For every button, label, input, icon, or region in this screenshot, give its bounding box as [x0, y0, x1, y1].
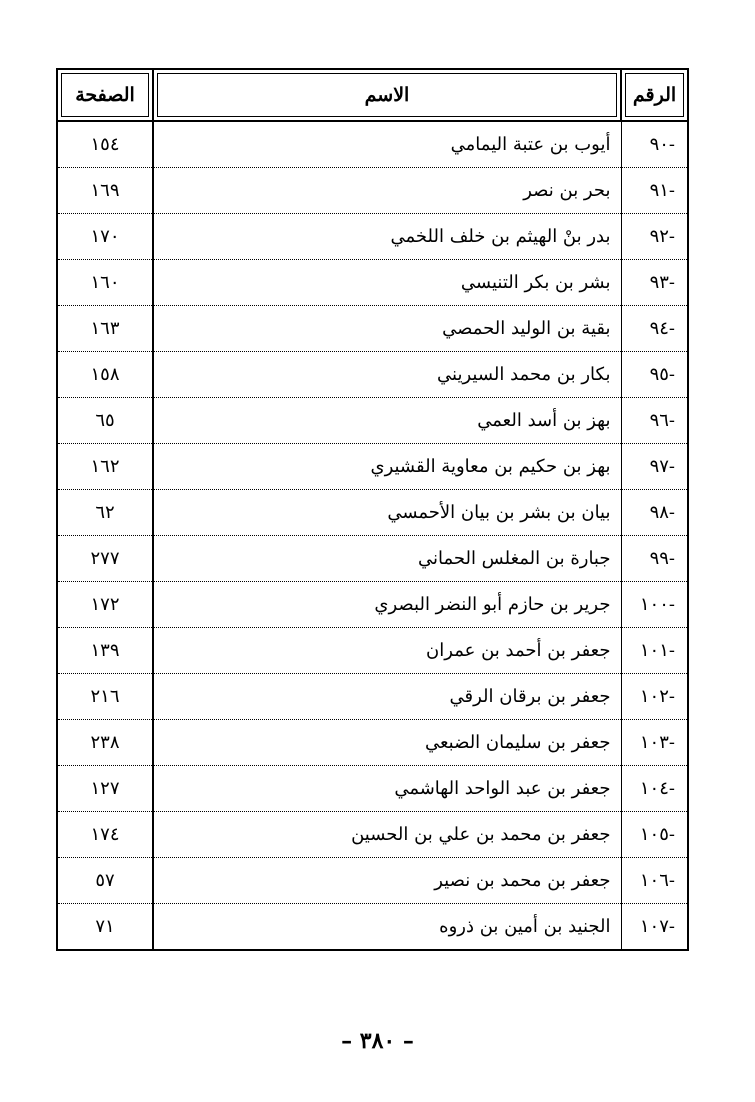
- entry-name: جعفر بن سليمان الضبعي: [153, 720, 621, 766]
- entry-page: ١٥٨: [58, 352, 153, 398]
- entry-name: بكار بن محمد السيريني: [153, 352, 621, 398]
- header-name: الاسم: [153, 70, 621, 121]
- table-row: [58, 674, 687, 720]
- table-row: [58, 582, 687, 628]
- entry-number: -٩١: [621, 168, 687, 214]
- entry-name: بدر بنْ الهيثم بن خلف اللخمي: [153, 214, 621, 260]
- table-row: [58, 214, 687, 260]
- header-number: الرقم: [621, 70, 687, 121]
- table-row: [58, 628, 687, 674]
- entry-page: ٦٢: [58, 490, 153, 536]
- entry-page: ٢٧٧: [58, 536, 153, 582]
- entry-page: ١٦٠: [58, 260, 153, 306]
- entry-name: بيان بن بشر بن بيان الأحمسي: [153, 490, 621, 536]
- entry-page: ١٦٢: [58, 444, 153, 490]
- entry-number: -٩٢: [621, 214, 687, 260]
- entry-number: -٩٧: [621, 444, 687, 490]
- entry-name: بشر بن بكر التنيسي: [153, 260, 621, 306]
- entry-page: ٥٧: [58, 858, 153, 904]
- table-row: [58, 168, 687, 214]
- entry-name: بحر بن نصر: [153, 168, 621, 214]
- entry-page: ١٦٣: [58, 306, 153, 352]
- table-header-row: [58, 70, 687, 121]
- entry-page: ١٧٠: [58, 214, 153, 260]
- entry-name: بهز بن أسد العمي: [153, 398, 621, 444]
- table-row: [58, 444, 687, 490]
- table-row: [58, 260, 687, 306]
- entry-page: ٦٥: [58, 398, 153, 444]
- entry-number: -٩٣: [621, 260, 687, 306]
- table-row: [58, 398, 687, 444]
- entry-number: -١٠٧: [621, 904, 687, 950]
- entry-number: -١٠٥: [621, 812, 687, 858]
- entry-name: أيوب بن عتبة اليمامي: [153, 121, 621, 168]
- entry-number: -١٠٣: [621, 720, 687, 766]
- page-number: – ٣٨٠ –: [341, 1028, 414, 1054]
- entry-number: -١٠٦: [621, 858, 687, 904]
- table-row: [58, 121, 687, 168]
- entry-name: الجنيد بن أمين بن ذروه: [153, 904, 621, 950]
- entry-name: جعفر بن برقان الرقي: [153, 674, 621, 720]
- table-row: [58, 904, 687, 950]
- table-row: [58, 812, 687, 858]
- table-row: [58, 536, 687, 582]
- entry-page: ١٥٤: [58, 121, 153, 168]
- entry-page: ٢١٦: [58, 674, 153, 720]
- entry-number: -١٠١: [621, 628, 687, 674]
- table-row: [58, 306, 687, 352]
- entry-number: -٩٩: [621, 536, 687, 582]
- entry-name: جعفر بن محمد بن علي بن الحسين: [153, 812, 621, 858]
- entry-page: ١٢٧: [58, 766, 153, 812]
- table-row: [58, 766, 687, 812]
- index-table-frame: [56, 68, 689, 951]
- header-page: الصفحة: [58, 70, 153, 121]
- entry-page: ٧١: [95, 916, 115, 937]
- index-table: [58, 70, 687, 949]
- entry-page: ١٦٩: [58, 168, 153, 214]
- table-row: [58, 720, 687, 766]
- table-row: [58, 352, 687, 398]
- entry-name: جعفر بن أحمد بن عمران: [153, 628, 621, 674]
- entry-name: جرير بن حازم أبو النضر البصري: [153, 582, 621, 628]
- entry-page: ١٣٩: [58, 628, 153, 674]
- table-row: [58, 858, 687, 904]
- entry-name: جبارة بن المغلس الحماني: [153, 536, 621, 582]
- entry-name: جعفر بن محمد بن نصير: [153, 858, 621, 904]
- entry-name: بقية بن الوليد الحمصي: [153, 306, 621, 352]
- entry-number: -٩٦: [621, 398, 687, 444]
- entry-page: ١٧٢: [58, 582, 153, 628]
- entry-name: بهز بن حكيم بن معاوية القشيري: [153, 444, 621, 490]
- entry-number: -١٠٠: [621, 582, 687, 628]
- entry-number: -٩٠: [621, 121, 687, 168]
- entry-number: -٩٤: [621, 306, 687, 352]
- entry-name: جعفر بن عبد الواحد الهاشمي: [153, 766, 621, 812]
- entry-number: -١٠٤: [621, 766, 687, 812]
- entry-number: -١٠٢: [621, 674, 687, 720]
- entry-page: ١٧٤: [58, 812, 153, 858]
- table-row: [58, 490, 687, 536]
- entry-number: -٩٥: [621, 352, 687, 398]
- entry-page: ٢٣٨: [58, 720, 153, 766]
- entry-number: -٩٨: [621, 490, 687, 536]
- table-body: [58, 121, 687, 949]
